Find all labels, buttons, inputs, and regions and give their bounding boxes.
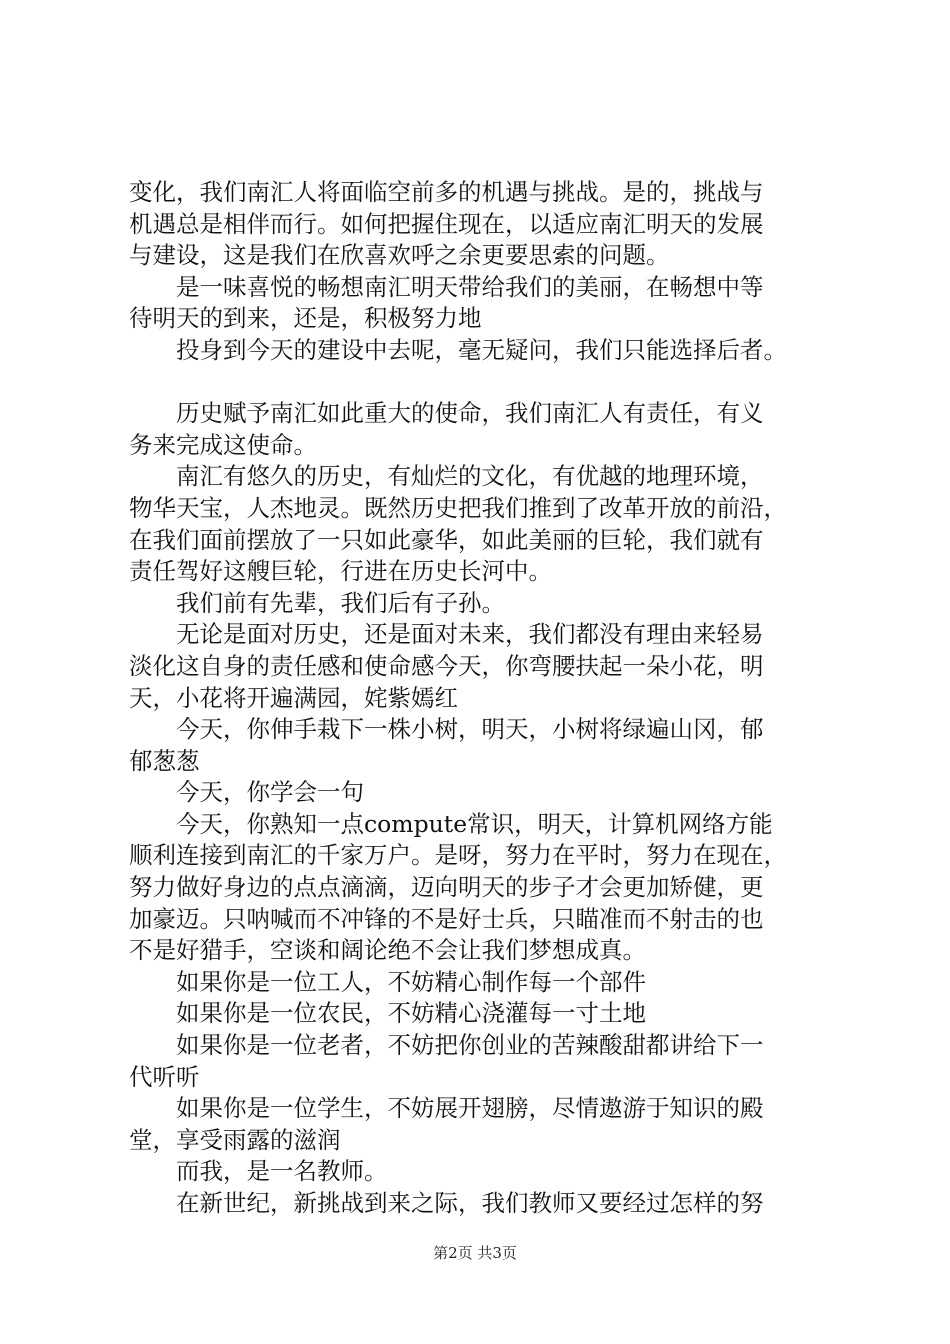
paragraph (129, 177, 834, 272)
text-line: 机遇总是相伴而行。如何把握住现在，以适应南汇明天的发展 (129, 209, 764, 238)
paragraph (129, 714, 834, 777)
text-line: 今天，你熟知一点compute常识，明天，计算机网络方能 (129, 809, 773, 838)
paragraph (129, 1030, 834, 1093)
paragraph (129, 998, 834, 1030)
text-line: 不是好猎手，空谈和阔论绝不会让我们梦想成真。 (129, 936, 646, 965)
text-line: 如果你是一位老者，不妨把你创业的苦辣酸甜都讲给下一 (129, 1031, 764, 1060)
text-line: 郁葱葱 (129, 746, 200, 775)
text-line: 待明天的到来，还是，积极努力地 (129, 304, 482, 333)
text-line: 责任驾好这艘巨轮，行进在历史长河中。 (129, 557, 552, 586)
text-line: 而我，是一名教师。 (129, 1157, 388, 1186)
text-line: 历史赋予南汇如此重大的使命，我们南汇人有责任，有义 (129, 399, 764, 428)
text-line: 如果你是一位农民，不妨精心浇灌每一寸土地 (129, 999, 646, 1028)
paragraph (129, 272, 834, 335)
text-line: 与建设，这是我们在欣喜欢呼之余更要思索的问题。 (129, 241, 670, 270)
text-line: 堂，享受雨露的滋润 (129, 1125, 341, 1154)
paragraph (129, 619, 834, 714)
text-line: 我们前有先辈，我们后有子孙。 (129, 588, 505, 617)
text-line: 如果你是一位学生，不妨展开翅膀，尽情遨游于知识的殿 (129, 1094, 764, 1123)
text-line: 投身到今天的建设中去呢，毫无疑问，我们只能选择后者。 (129, 335, 787, 364)
text-line: 天，小花将开遍满园，姹紫嫣红 (129, 683, 458, 712)
text-line: 在我们面前摆放了一只如此豪华，如此美丽的巨轮，我们就有 (129, 525, 764, 554)
text-line: 物华天宝，人杰地灵。既然历史把我们推到了改革开放的前沿， (129, 493, 787, 522)
text-line: 变化，我们南汇人将面临空前多的机遇与挑战。是的，挑战与 (129, 178, 764, 206)
text-line: 务来完成这使命。 (129, 430, 317, 459)
paragraph (129, 777, 834, 809)
text-line: 淡化这自身的责任感和使命感今天，你弯腰扶起一朵小花，明 (129, 651, 764, 680)
paragraph (129, 1156, 834, 1188)
text-line: 代听听 (129, 1062, 200, 1091)
text-line: 努力做好身边的点点滴滴，迈向明天的步子才会更加矫健，更 (129, 873, 764, 902)
text-line: 无论是面对历史，还是面对未来，我们都没有理由来轻易 (129, 620, 764, 649)
paragraph (129, 335, 834, 367)
paragraph (129, 809, 834, 967)
paragraph (129, 588, 834, 620)
document-body (129, 177, 834, 1220)
text-line: 在新世纪，新挑战到来之际，我们教师又要经过怎样的努 (129, 1189, 764, 1217)
blank-line (129, 367, 834, 399)
text-line: 南汇有悠久的历史，有灿烂的文化，有优越的地理环境， (129, 462, 764, 491)
text-line: 是一味喜悦的畅想南汇明天带给我们的美丽，在畅想中等 (129, 272, 764, 301)
paragraph (129, 967, 834, 999)
paragraph (129, 1188, 834, 1220)
text-line: 如果你是一位工人，不妨精心制作每一个部件 (129, 967, 646, 996)
paragraph (129, 1093, 834, 1156)
text-line: 顺利连接到南汇的千家万户。是呀，努力在平时，努力在现在， (129, 841, 787, 870)
paragraph (129, 367, 834, 399)
page-footer: 第2页 共3页 (433, 1244, 517, 1262)
text-line: 今天，你学会一句 (129, 778, 364, 807)
paragraph (129, 398, 834, 461)
text-line: 今天，你伸手栽下一株小树，明天，小树将绿遍山冈，郁 (129, 715, 764, 744)
paragraph (129, 461, 834, 587)
text-line: 加豪迈。只呐喊而不冲锋的不是好士兵，只瞄准而不射击的也 (129, 904, 764, 933)
